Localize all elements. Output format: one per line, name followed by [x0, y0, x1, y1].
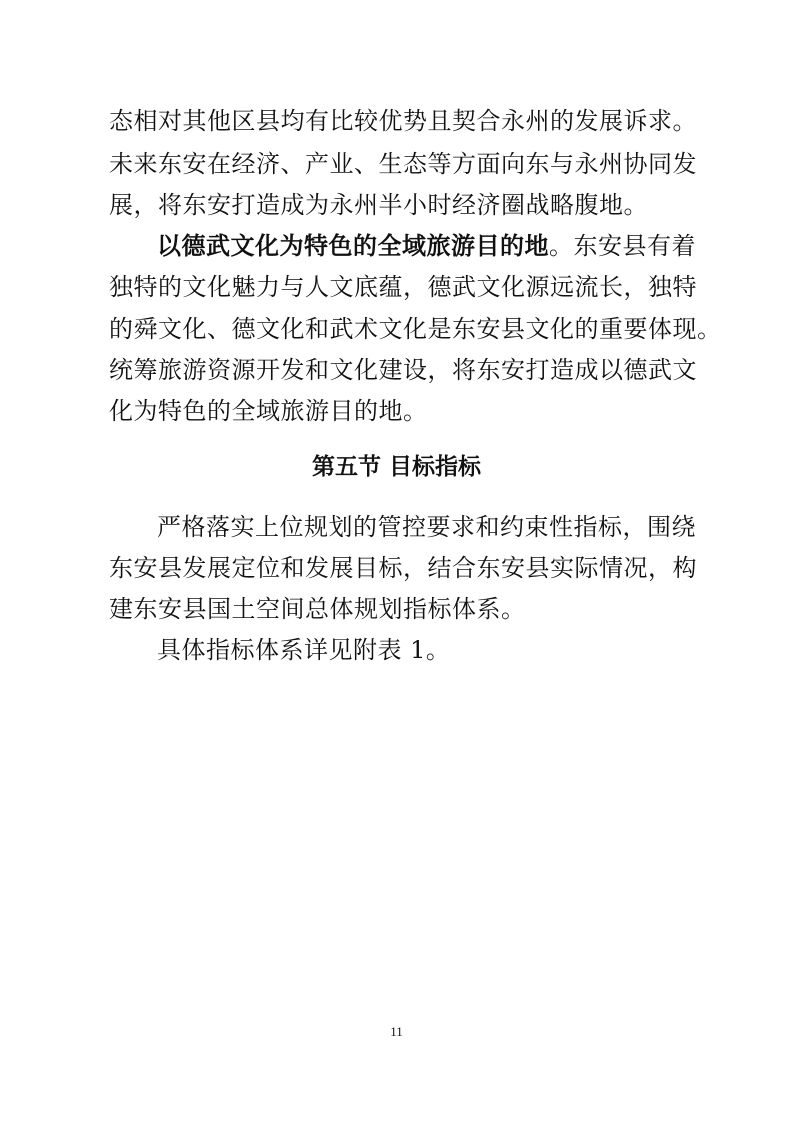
bold-lead-phrase: 以德武文化为特色的全域旅游目的地 — [157, 232, 549, 260]
paragraph-line: 统筹旅游资源开发和文化建设，将东安打造成以德武文 — [109, 356, 697, 384]
paragraph-line: 独特的文化魅力与人文底蕴，德武文化源远流长，独特 — [109, 273, 697, 301]
page-number: 11 — [390, 1024, 403, 1039]
paragraph-line: 建东安县国土空间总体规划指标体系。 — [109, 595, 526, 623]
paragraph-line: 化为特色的全域旅游目的地。 — [109, 397, 428, 425]
paragraph-line: 的舜文化、德文化和武术文化是东安县文化的重要体现。 — [109, 315, 722, 343]
paragraph-line: 态相对其他区县均有比较优势且契合永州的发展诉求。 — [109, 107, 697, 135]
paragraph-text: 。东安县有着 — [549, 232, 696, 260]
paragraph-line: 具体指标体系详见附表 1。 — [157, 636, 451, 664]
paragraph-line: 展，将东安打造成为永州半小时经济圈战略腹地。 — [109, 191, 648, 219]
paragraph-line: 东安县发展定位和发展目标，结合东安县实际情况，构 — [109, 554, 697, 582]
paragraph-line: 未来东安在经济、产业、生态等方面向东与永州协同发 — [109, 150, 697, 178]
paragraph-line: 严格落实上位规划的管控要求和约束性指标，围绕 — [157, 513, 696, 541]
paragraph-line — [157, 230, 737, 262]
section-heading: 第五节 目标指标 — [311, 454, 481, 480]
